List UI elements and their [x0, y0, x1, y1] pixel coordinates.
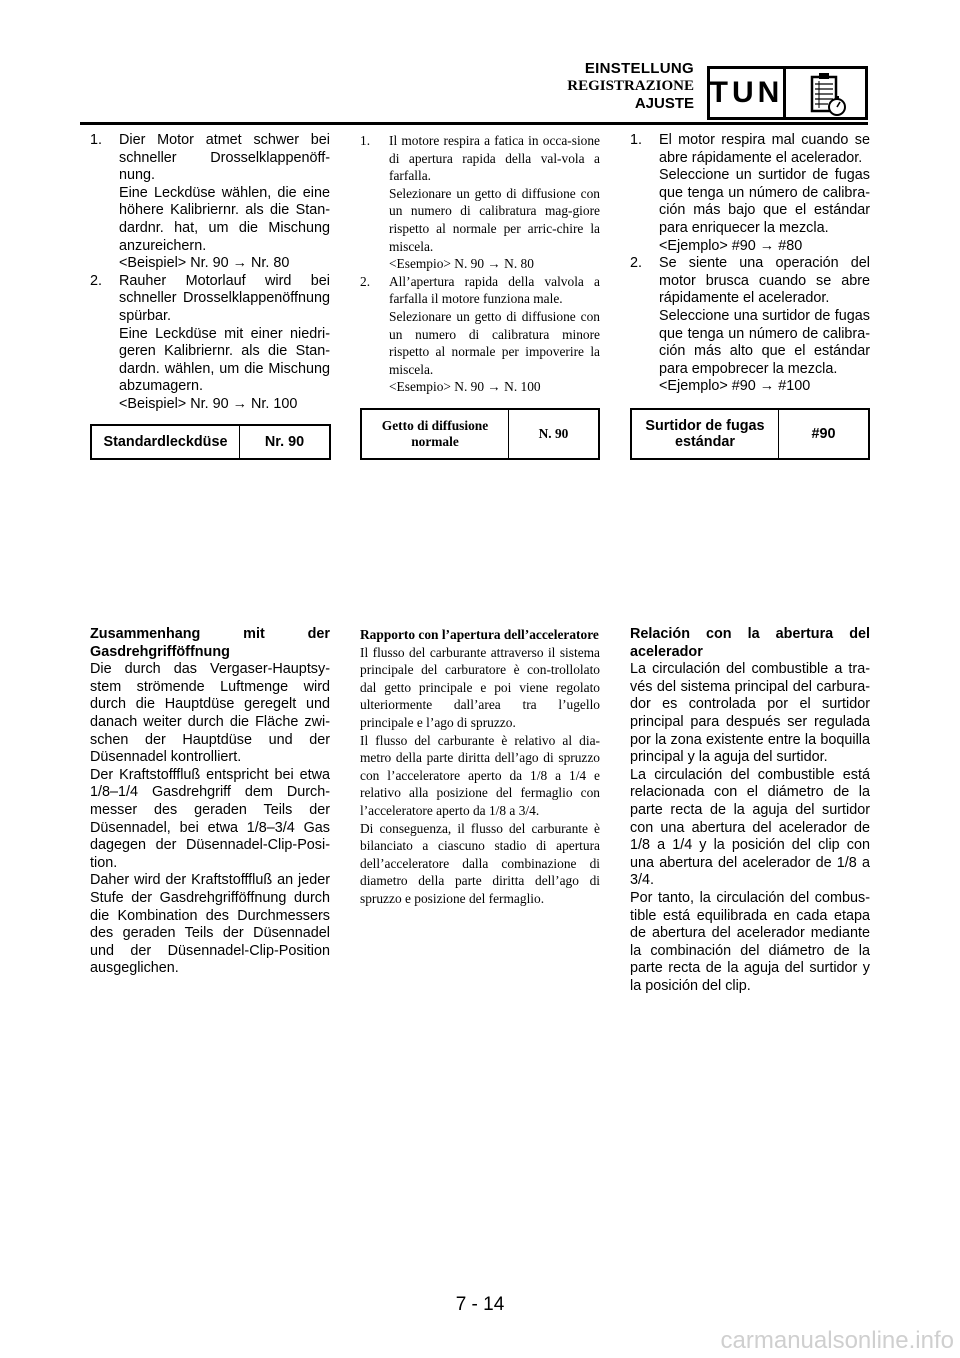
item-remedy: Selezionare un getto di diffusione con un numero di calibratura minore rispetto al normale per impoverire la miscela. [389, 308, 600, 377]
item-remedy: Eine Leckdüse wählen, die eine höhere Kalibriernr. als die Stan-dardnr. hat, um die Mischung anzureichern. [119, 184, 330, 254]
item-example: <Beispiel> Nr. 90 → Nr. 80 [119, 255, 290, 272]
section-paragraph: Di conseguenza, il flusso del carburante è bilanciato a ciascuno stadio di apertura dell’acceleratore dalla combinazione di diametro della parte diritta dell’ago di spruzzo e posizione del fermaglio. [360, 820, 600, 906]
item-symptom: Rauher Motorlauf wird bei schneller Drosselklappenöffnung spürbar. [119, 272, 330, 324]
header-titles [567, 60, 694, 113]
header-rule [80, 122, 868, 125]
spec-table-de [90, 424, 331, 460]
spec-value: #90 [811, 426, 836, 442]
section-de [90, 626, 330, 978]
header-title-de: EINSTELLUNG [584, 60, 694, 77]
section-paragraph: Daher wird der Kraftstofffluß an jeder Stufe der Gasdrehgrifföffnung durch die Kombination des Durchmessers des geraden Teils der Düsennadel und der Düsennadel-Clip-Position ausgeglichen. [90, 872, 330, 977]
item-example: <Ejemplo> #90 → #100 [659, 378, 811, 395]
spec-label: Surtidor de fugas estándar [632, 410, 779, 458]
list-item [360, 273, 600, 396]
section-paragraph: La circulación del combustible a tra-vés del sistema principal del carbura-dor es controlada por el surtidor principal para después ser regulada por la zona existente entre la boquilla principal y la aguja del surtidor. [630, 661, 870, 766]
item-number: 1. [630, 132, 643, 148]
section-es [630, 626, 870, 995]
section-it [360, 626, 600, 908]
section-paragraph: Por tanto, la circulación del combus-tible está equilibrada en cada etapa de abertura del acelerador mediante la combinación del diámetro de la parte recta de la aguja del surtidor y la posición del clip. [630, 889, 870, 994]
item-number: 1. [360, 133, 371, 148]
header-title-it: REGISTRAZIONE [567, 78, 694, 94]
section-title: Rapporto con l’apertura dell’acceleratore [360, 627, 599, 642]
list-item [90, 273, 330, 414]
column-es [630, 132, 870, 396]
item-example: <Esempio> N. 90 → N. 100 [389, 379, 541, 395]
spec-table-es [630, 408, 870, 460]
item-symptom: Dier Motor atmet schwer bei schneller Drosselklappenöff-nung. [119, 132, 330, 184]
spec-label: Standardleckdüse [92, 426, 240, 458]
section-paragraph: La circulación del combustible está relacionada con el diámetro de la parte recta de la aguja del surtidor con una abertura del acelerador de 1/8 a 1/4 y la posición del clip con una abertura del acelerador de 1/8 a 3/4. [630, 766, 870, 889]
item-example: <Beispiel> Nr. 90 → Nr. 100 [119, 395, 298, 412]
item-symptom: All’apertura rapida della valvola a farfalla il motore funziona male. [389, 273, 600, 307]
column-de [90, 132, 330, 414]
spec-table-it [360, 408, 600, 460]
page-number: 7 - 14 [455, 1294, 505, 1315]
spec-label: Getto di diffusione normale [362, 410, 509, 458]
list-item [630, 255, 870, 396]
item-remedy: Eine Leckdüse mit einer niedri-geren Kalibriernr. als die Stan-dardn. wählen, um die Mischung abzumagern. [119, 325, 330, 395]
item-example: <Ejemplo> #90 → #80 [659, 237, 803, 254]
section-paragraph: Die durch das Vergaser-Hauptsy-stem strömende Luftmenge wird durch die Hauptdüse geregelt und danach weiter durch die Fläche zwi-schen der Hauptdüse und der Düsennadel kontrolliert. [90, 661, 330, 766]
section-paragraph: Il flusso del carburante attraverso il sistema principale del carburatore è con-trollolato dal getto principale e poi viene regolato ulteriormente dall’area tra l’ugello principale e l’ago di spruzzo. [360, 644, 600, 730]
item-remedy: Selezionare un getto di diffusione con un numero di calibratura mag-giore rispetto al normale per arric-chire la miscela. [389, 185, 600, 254]
clipboard-stopwatch-icon [786, 69, 865, 120]
spec-value: Nr. 90 [264, 434, 305, 450]
list-item [630, 132, 870, 255]
item-number: 2. [630, 255, 643, 272]
section-paragraph: Der Kraftstofffluß entspricht bei etwa 1/8–1/4 Gasdrehgriff dem Durch-messer des geraden Teils der Düsennadel, bei etwa 1/8–3/4 Gas dagegen der Düsennadel-Clip-Posi-tion. [90, 766, 330, 871]
section-title: Relación con la abertura del acelerador [630, 626, 870, 660]
item-number: 2. [360, 273, 371, 289]
item-symptom: El motor respira mal cuando se abre rápidamente el acelerador. [659, 132, 870, 166]
section-paragraph: Il flusso del carburante è relativo al dia-metro della parte diritta dell’ago di spruzzo con l’acceleratore aperto da 1/8 a 1/4 e relativo alla posizione del fermaglio con l’acceleratore aperto da 1/8 a 3/4. [360, 732, 600, 818]
section-icon-box [786, 66, 868, 120]
column-it [360, 132, 600, 396]
item-symptom: Se siente una operación del motor brusca cuando se abre rápidamente el acelerador. [659, 255, 870, 307]
list-item [90, 132, 330, 273]
spec-value: N. 90 [538, 426, 569, 441]
list-item [360, 132, 600, 273]
section-code-badge: TUN [707, 66, 786, 120]
item-number: 1. [90, 132, 103, 148]
item-remedy: Seleccione un surtidor de fugas que tenga un número de calibra-ción más bajo que el estándar para enriquecer la mezcla. [659, 167, 870, 236]
item-example: <Esempio> N. 90 → N. 80 [389, 256, 534, 272]
item-number: 2. [90, 272, 103, 289]
watermark: carmanualsonline.info [720, 1327, 954, 1354]
section-title: Zusammenhang mit der Gasdrehgrifföffnung [90, 626, 330, 660]
item-symptom: Il motore respira a fatica in occa-sione di apertura rapida della val-vola a farfalla. [389, 133, 600, 184]
header-title-es: AJUSTE [634, 95, 694, 112]
item-remedy: Seleccione una surtidor de fugas que tenga un número de calibra-ción más alto que el estándar para empobrecer la mezcla. [659, 307, 870, 377]
